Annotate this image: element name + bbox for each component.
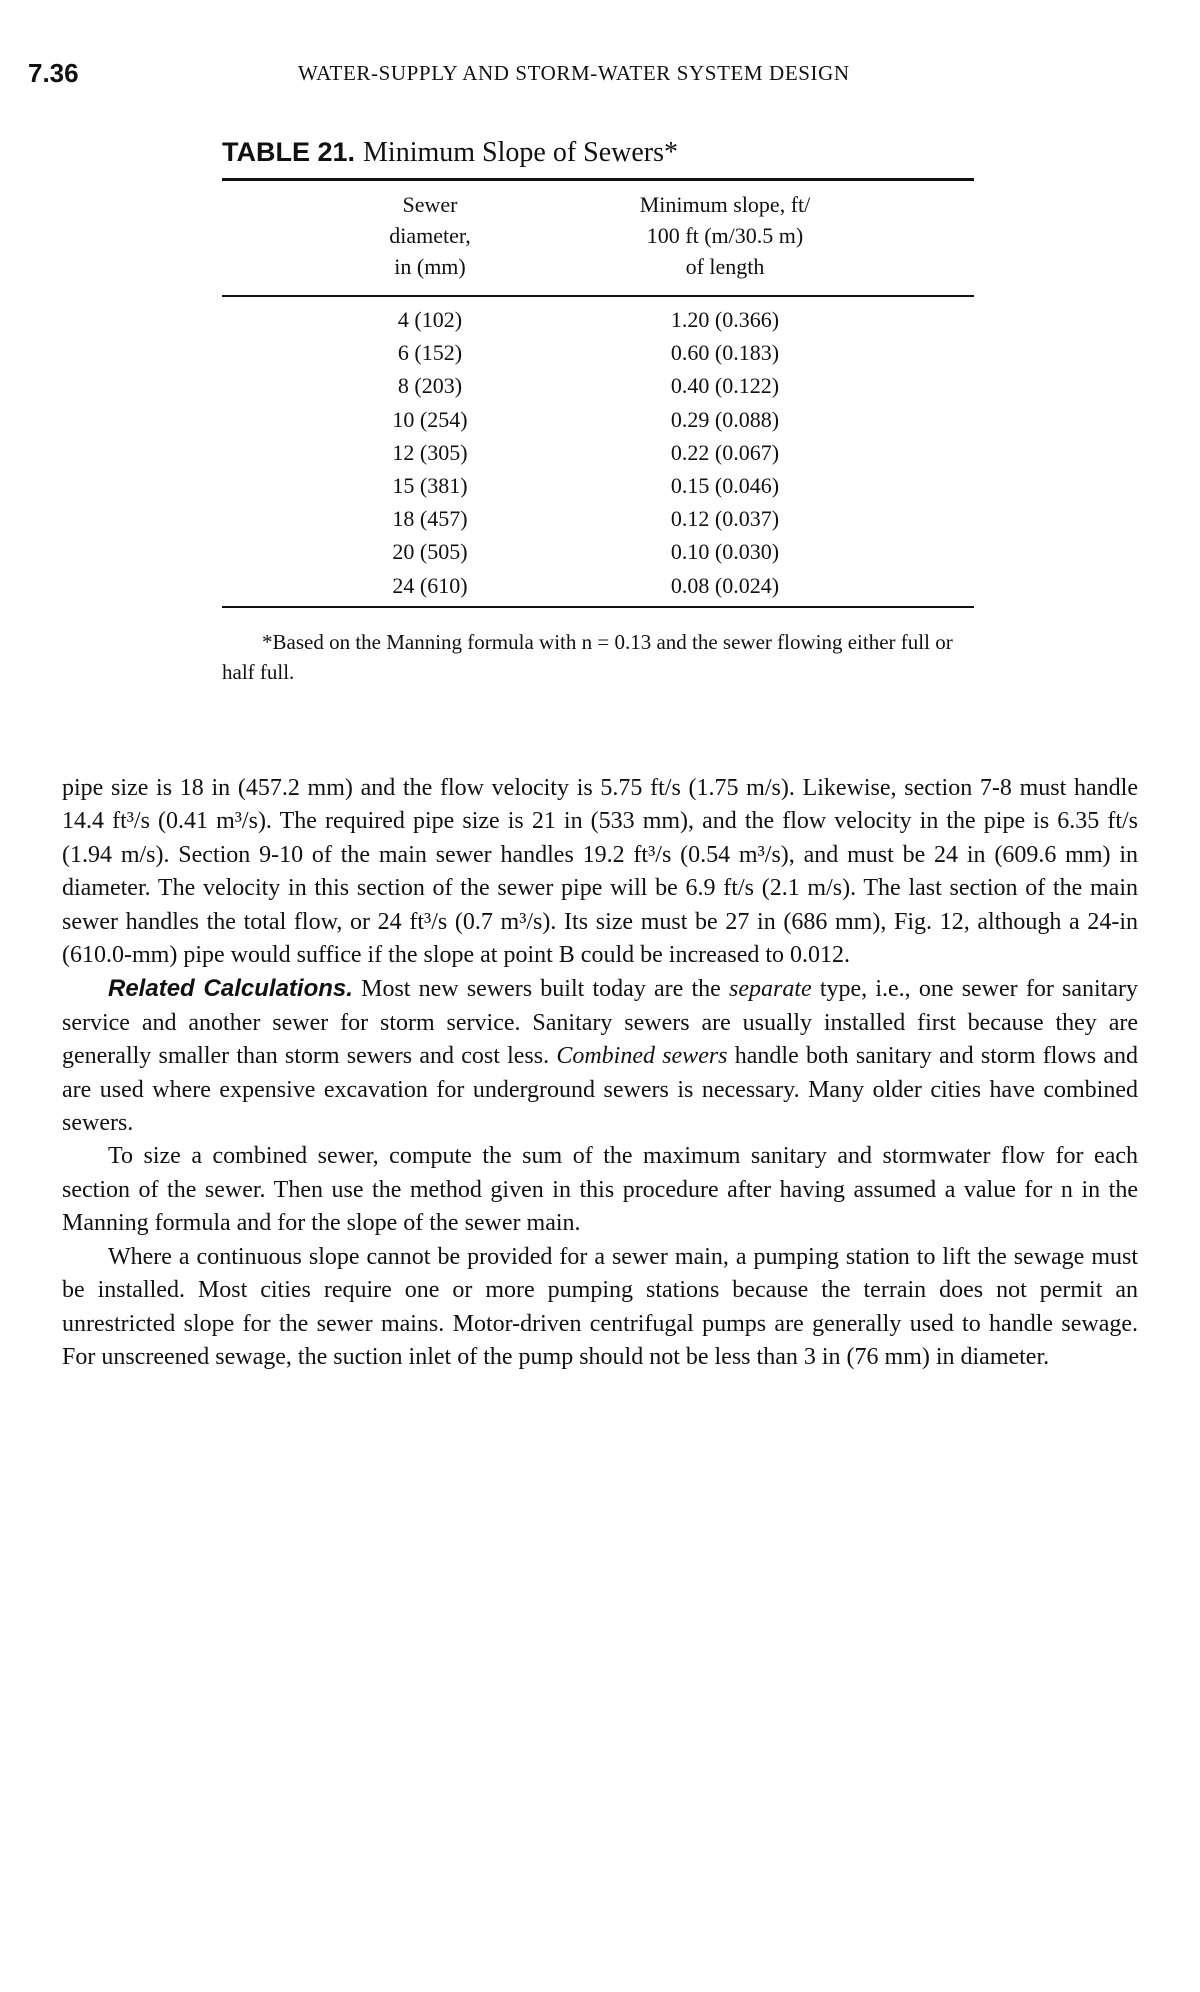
- diameter-cell: 8 (203): [397, 373, 463, 399]
- diameter-cell: 15 (381): [392, 472, 468, 498]
- column-header-line: Minimum slope, ft/: [639, 192, 811, 217]
- column-header-line: of length: [685, 254, 765, 279]
- table-row: [300, 303, 890, 336]
- slope-cell: 0.10 (0.030): [670, 539, 780, 565]
- table-footnote: *Based on the Manning formula with n = 0.13 and the sewer flowing either full or half full.: [222, 630, 953, 684]
- column-header-line: 100 ft (m/30.5 m): [646, 223, 804, 248]
- diameter-cell: 10 (254): [392, 406, 468, 432]
- diameter-cell: 20 (505): [392, 539, 468, 565]
- table-row: [300, 569, 890, 602]
- table-row: [300, 369, 890, 402]
- table-row: [300, 502, 890, 535]
- page-header: [28, 58, 1148, 94]
- slope-cell: 0.22 (0.067): [670, 439, 780, 465]
- page-number: 7.36: [28, 58, 79, 88]
- body-text: [62, 772, 1138, 1374]
- paragraph-continuation: pipe size is 18 in (457.2 mm) and the flow velocity is 5.75 ft/s (1.75 m/s). Likewise, section 7-8 must handle 14.4 ft³/s (0.41 m³/s). The required pipe size is 21 in (533 mm), and the flow velocity in the pipe is 6.35 ft/s (1.94 m/s). Section 9-10 of the main sewer handles 19.2 ft³/s (0.54 m³/s), and must be 24 in (609.6 mm) in diameter. The velocity in this section of the sewer pipe will be 6.9 ft/s (2.1 m/s). The last section of the main sewer handles the total flow, or 24 ft³/s (0.7 m³/s). Its size must be 27 in (686 mm), Fig. 12, although a 24-in (610.0-mm) pipe would suffice if the slope at point B could be increased to 0.012.: [62, 775, 1138, 969]
- table-row: [300, 403, 890, 436]
- emphasis-combined-sewers: Combined sewers: [556, 1043, 728, 1070]
- table-label: TABLE 21.: [222, 137, 356, 167]
- slope-cell: 1.20 (0.366): [670, 307, 780, 332]
- paragraph-text: handle both sanitary and storm flows and are used where expensive excavation for underground sewers is necessary. Many older cities have combined sewers.: [62, 1043, 1138, 1137]
- paragraph-text: Most new sewers built today are the: [352, 976, 729, 1003]
- column-header-line: Sewer: [402, 192, 458, 217]
- column-header-line: in (mm): [394, 254, 466, 279]
- diameter-cell: 12 (305): [392, 439, 468, 465]
- emphasis-separate: separate: [729, 976, 812, 1003]
- paragraph-text: type, i.e., one sewer for sanitary service and another sewer for storm service. Sanitary sewers are usually installed first because they are generally smaller than storm sewers and cost less.: [62, 976, 1138, 1070]
- paragraph-pumping-station: Where a continuous slope cannot be provided for a sewer main, a pumping station to lift the sewage must be installed. Most cities require one or more pumping stations because the terrain does not permit an unrestricted slope for the sewer mains. Motor-driven centrifugal pumps are generally used to handle sewage. For unscreened sewage, the suction inlet of the pump should not be less than 3 in (76 mm) in diameter.: [62, 1243, 1138, 1370]
- running-title: WATER-SUPPLY AND STORM-WATER SYSTEM DESIGN: [298, 61, 850, 85]
- table-title: [222, 137, 678, 169]
- table-bottom-rule: [222, 606, 974, 608]
- run-in-heading: Related Calculations.: [108, 975, 353, 1003]
- slope-cell: 0.40 (0.122): [670, 373, 780, 399]
- paragraph-related-calculations: [62, 972, 1138, 1140]
- diameter-cell: 6 (152): [397, 340, 463, 366]
- table-body: [300, 303, 890, 602]
- diameter-cell: 18 (457): [392, 506, 468, 532]
- table-row: [300, 535, 890, 568]
- slope-cell: 0.29 (0.088): [670, 406, 780, 432]
- slope-cell: 0.12 (0.037): [670, 506, 780, 532]
- table-row: [300, 436, 890, 469]
- paragraph-combined-sewer: To size a combined sewer, compute the sum of the maximum sanitary and stormwater flow for each section of the sewer. Then use the method given in this procedure after having assumed a value for n in the Manning formula and for the slope of the sewer main.: [62, 1143, 1138, 1237]
- column-header-diameter: [300, 189, 560, 282]
- slope-cell: 0.08 (0.024): [670, 572, 780, 598]
- table-caption: Minimum Slope of Sewers*: [363, 137, 679, 168]
- column-header-line: diameter,: [389, 223, 471, 248]
- column-header-slope: [560, 189, 890, 282]
- diameter-cell: 4 (102): [397, 307, 463, 332]
- table-header-rule: [222, 295, 974, 297]
- table-top-rule: [222, 178, 974, 181]
- diameter-cell: 24 (610): [392, 572, 468, 598]
- table-row: [300, 336, 890, 369]
- table-row: [300, 469, 890, 502]
- slope-cell: 0.60 (0.183): [670, 340, 780, 366]
- slope-cell: 0.15 (0.046): [670, 472, 780, 498]
